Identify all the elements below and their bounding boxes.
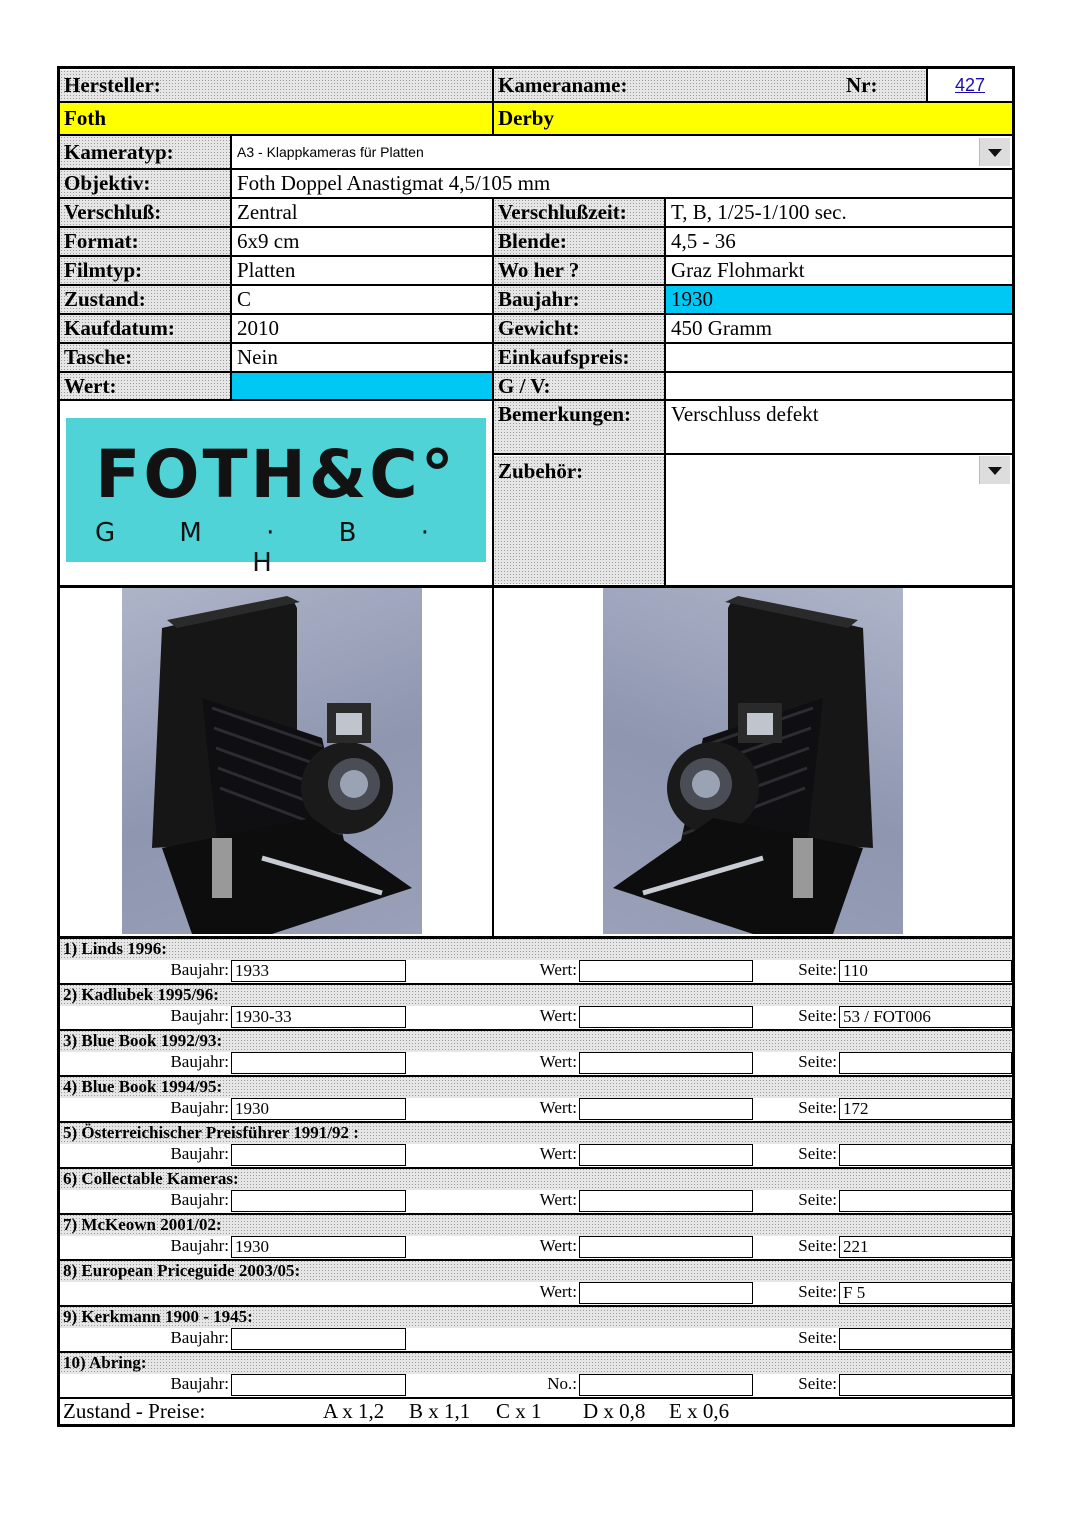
grid-line	[57, 1213, 1015, 1215]
field-label: Filmtyp:	[60, 257, 230, 284]
ref-wert-label: Wert:	[539, 1190, 577, 1209]
ref-wert-field[interactable]	[579, 1190, 753, 1212]
grid-line	[926, 66, 928, 101]
ref-wert-label: Wert:	[539, 1144, 577, 1163]
zustand-preis-item: D x 0,8	[583, 1399, 646, 1423]
field-value	[666, 344, 1012, 371]
grid-line	[57, 1397, 1015, 1399]
field-label: Wo her ?	[494, 257, 664, 284]
grid-line	[57, 1029, 1015, 1031]
reference-title: 1) Linds 1996:	[60, 938, 1012, 960]
ref-seite-field[interactable]: F 5	[839, 1282, 1012, 1304]
foth-logo	[66, 418, 486, 578]
grid-line	[57, 1121, 1015, 1123]
ref-wert-field[interactable]	[579, 1006, 753, 1028]
kameratyp-label: Kameratyp:	[60, 136, 230, 169]
objektiv-value: Foth Doppel Anastigmat 4,5/105 mm	[237, 171, 551, 195]
grid-line	[57, 197, 1015, 199]
field-value: 1930	[666, 286, 1012, 313]
grid-line	[57, 936, 1015, 939]
ref-baujahr-field[interactable]	[231, 1144, 406, 1166]
zustand-preis-item: C x 1	[496, 1399, 542, 1423]
ref-seite-field[interactable]: 172	[839, 1098, 1012, 1120]
field-label: Blende:	[494, 228, 664, 255]
grid-line	[57, 255, 1015, 257]
bemerkungen-label: Bemerkungen:	[494, 401, 664, 453]
field-label: Einkaufspreis:	[494, 344, 664, 371]
reference-title: 7) McKeown 2001/02:	[60, 1214, 1012, 1236]
grid-line	[57, 226, 1015, 228]
field-label: Tasche:	[60, 344, 230, 371]
grid-line	[57, 284, 1015, 286]
grid-line	[57, 1259, 1015, 1261]
field-value	[232, 373, 492, 400]
logo-main-text: FOTH&C°	[95, 436, 457, 513]
objektiv-label: Objektiv:	[60, 170, 230, 198]
ref-seite-label: Seite:	[798, 1374, 837, 1393]
field-value: Graz Flohmarkt	[671, 258, 805, 282]
hersteller-label: Hersteller:	[60, 70, 492, 101]
ref-seite-field[interactable]: 221	[839, 1236, 1012, 1258]
grid-line	[57, 983, 1015, 985]
grid-line	[492, 66, 494, 134]
field-value: T, B, 1/25-1/100 sec.	[671, 200, 847, 224]
ref-seite-field[interactable]	[839, 1144, 1012, 1166]
ref-wert-label: Wert:	[539, 1006, 577, 1025]
zustand-preis-item: E x 0,6	[669, 1399, 730, 1423]
ref-seite-label: Seite:	[798, 1328, 837, 1347]
ref-baujahr-field[interactable]	[231, 1374, 406, 1396]
field-value: 450 Gramm	[671, 316, 772, 340]
ref-seite-label: Seite:	[798, 1006, 837, 1025]
grid-line	[57, 342, 1015, 344]
reference-title: 10) Abring:	[60, 1352, 1012, 1374]
ref-baujahr-field[interactable]: 1930	[231, 1236, 406, 1258]
ref-seite-label: Seite:	[798, 1190, 837, 1209]
ref-baujahr-field[interactable]	[231, 1190, 406, 1212]
zubehoer-dropdown[interactable]	[666, 456, 1012, 584]
ref-seite-label: Seite:	[798, 1282, 837, 1301]
ref-baujahr-label: Baujahr:	[170, 1190, 229, 1209]
zustand-preis-item: B x 1,1	[409, 1399, 471, 1423]
zubehoer-label: Zubehör:	[494, 456, 664, 584]
field-value: Platten	[237, 258, 296, 282]
camera-photo-left	[122, 588, 422, 934]
field-label: Kaufdatum:	[60, 315, 230, 342]
nr-link[interactable]: 427	[954, 75, 986, 95]
ref-baujahr-field[interactable]: 1930	[231, 1098, 406, 1120]
ref-wert-label: Wert:	[539, 1098, 577, 1117]
field-label: Verschlußzeit:	[494, 199, 664, 226]
ref-seite-label: Seite:	[798, 1052, 837, 1071]
grid-line	[57, 1351, 1015, 1353]
ref-seite-field[interactable]	[839, 1190, 1012, 1212]
reference-title: 8) European Priceguide 2003/05:	[60, 1260, 1012, 1282]
ref-baujahr-label: Baujahr:	[170, 1236, 229, 1255]
grid-line	[1012, 66, 1015, 1427]
grid-line	[57, 1305, 1015, 1307]
reference-title: 3) Blue Book 1992/93:	[60, 1030, 1012, 1052]
grid-line	[230, 134, 232, 399]
ref-baujahr-label: Baujahr:	[170, 1006, 229, 1025]
field-label: Format:	[60, 228, 230, 255]
ref-baujahr-field[interactable]: 1930-33	[231, 1006, 406, 1028]
ref-seite-label: Seite:	[798, 1236, 837, 1255]
grid-line	[57, 1075, 1015, 1077]
grid-line	[57, 134, 1015, 136]
grid-line	[57, 313, 1015, 315]
chevron-down-icon[interactable]	[979, 138, 1010, 166]
ref-seite-field[interactable]: 110	[839, 960, 1012, 982]
field-label: Zustand:	[60, 286, 230, 313]
grid-line	[492, 585, 494, 937]
grid-line	[57, 371, 1015, 373]
chevron-down-icon[interactable]	[979, 456, 1010, 484]
kameratyp-value: A3 - Klappkameras für Platten	[237, 144, 424, 160]
kameratyp-dropdown[interactable]	[232, 136, 1012, 169]
ref-baujahr-label: Baujahr:	[170, 1052, 229, 1071]
ref-wert-label: Wert:	[539, 960, 577, 979]
ref-wert-field[interactable]	[579, 960, 753, 982]
field-value: Nein	[237, 345, 278, 369]
ref-baujahr-field[interactable]	[231, 1328, 406, 1350]
kameraname-label: Kameraname:	[494, 70, 844, 101]
ref-seite-field[interactable]	[839, 1328, 1012, 1350]
ref-baujahr-label: Baujahr:	[170, 1144, 229, 1163]
camera-photo-right	[603, 588, 903, 934]
ref-wert-field[interactable]	[579, 1144, 753, 1166]
ref-seite-field[interactable]	[839, 1052, 1012, 1074]
field-value: 2010	[237, 316, 279, 340]
grid-line	[492, 197, 494, 586]
ref-seite-field[interactable]	[839, 1374, 1012, 1396]
grid-line	[57, 585, 1015, 588]
zustand-preis-item: A x 1,2	[323, 1399, 385, 1423]
bemerkungen-value: Verschluss defekt	[671, 402, 819, 426]
grid-line	[57, 101, 1015, 103]
ref-baujahr-label: Baujahr:	[170, 1374, 229, 1393]
ref-wert-label: No.:	[547, 1374, 577, 1393]
grid-line	[492, 453, 1015, 455]
grid-line	[57, 1424, 1015, 1427]
reference-title: 9) Kerkmann 1900 - 1945:	[60, 1306, 1012, 1328]
reference-title: 2) Kadlubek 1995/96:	[60, 984, 1012, 1006]
zustand-preise-label: Zustand - Preise:	[63, 1399, 206, 1423]
grid-line	[57, 66, 1015, 69]
ref-wert-field[interactable]	[579, 1098, 753, 1120]
field-value: 6x9 cm	[237, 229, 300, 253]
ref-seite-field[interactable]: 53 / FOT006	[839, 1006, 1012, 1028]
reference-title: 5) Österreichischer Preisführer 1991/92 :	[60, 1122, 1012, 1144]
field-label: Verschluß:	[60, 199, 230, 226]
ref-seite-label: Seite:	[798, 1144, 837, 1163]
ref-wert-field[interactable]	[579, 1236, 753, 1258]
grid-line	[57, 66, 60, 1427]
field-label: Wert:	[60, 373, 230, 400]
ref-seite-label: Seite:	[798, 960, 837, 979]
ref-baujahr-field[interactable]	[231, 1052, 406, 1074]
ref-wert-field[interactable]	[579, 1052, 753, 1074]
field-value	[666, 373, 1012, 400]
field-value: Zentral	[237, 200, 298, 224]
ref-baujahr-label: Baujahr:	[170, 1098, 229, 1117]
ref-wert-field[interactable]	[579, 1282, 753, 1304]
field-value: 4,5 - 36	[671, 229, 736, 253]
ref-seite-label: Seite:	[798, 1098, 837, 1117]
ref-wert-label: Wert:	[539, 1052, 577, 1071]
ref-wert-label: Wert:	[539, 1282, 577, 1301]
field-value: C	[237, 287, 252, 311]
reference-title: 4) Blue Book 1994/95:	[60, 1076, 1012, 1098]
reference-title: 6) Collectable Kameras:	[60, 1168, 1012, 1190]
ref-baujahr-label: Baujahr:	[170, 960, 229, 979]
grid-line	[664, 197, 666, 586]
grid-line	[57, 168, 1015, 170]
logo-sub-text: G M · B · H	[94, 518, 457, 578]
ref-baujahr-label: Baujahr:	[170, 1328, 229, 1347]
kameraname-value: Derby	[494, 103, 1012, 134]
field-label: G / V:	[494, 373, 664, 400]
ref-baujahr-field[interactable]: 1933	[231, 960, 406, 982]
ref-wert-field[interactable]	[579, 1374, 753, 1396]
grid-line	[57, 1167, 1015, 1169]
field-label: Gewicht:	[494, 315, 664, 342]
grid-line	[57, 399, 1015, 401]
field-label: Baujahr:	[494, 286, 664, 313]
ref-wert-label: Wert:	[539, 1236, 577, 1255]
nr-label: Nr:	[842, 70, 926, 101]
hersteller-value: Foth	[60, 103, 492, 134]
